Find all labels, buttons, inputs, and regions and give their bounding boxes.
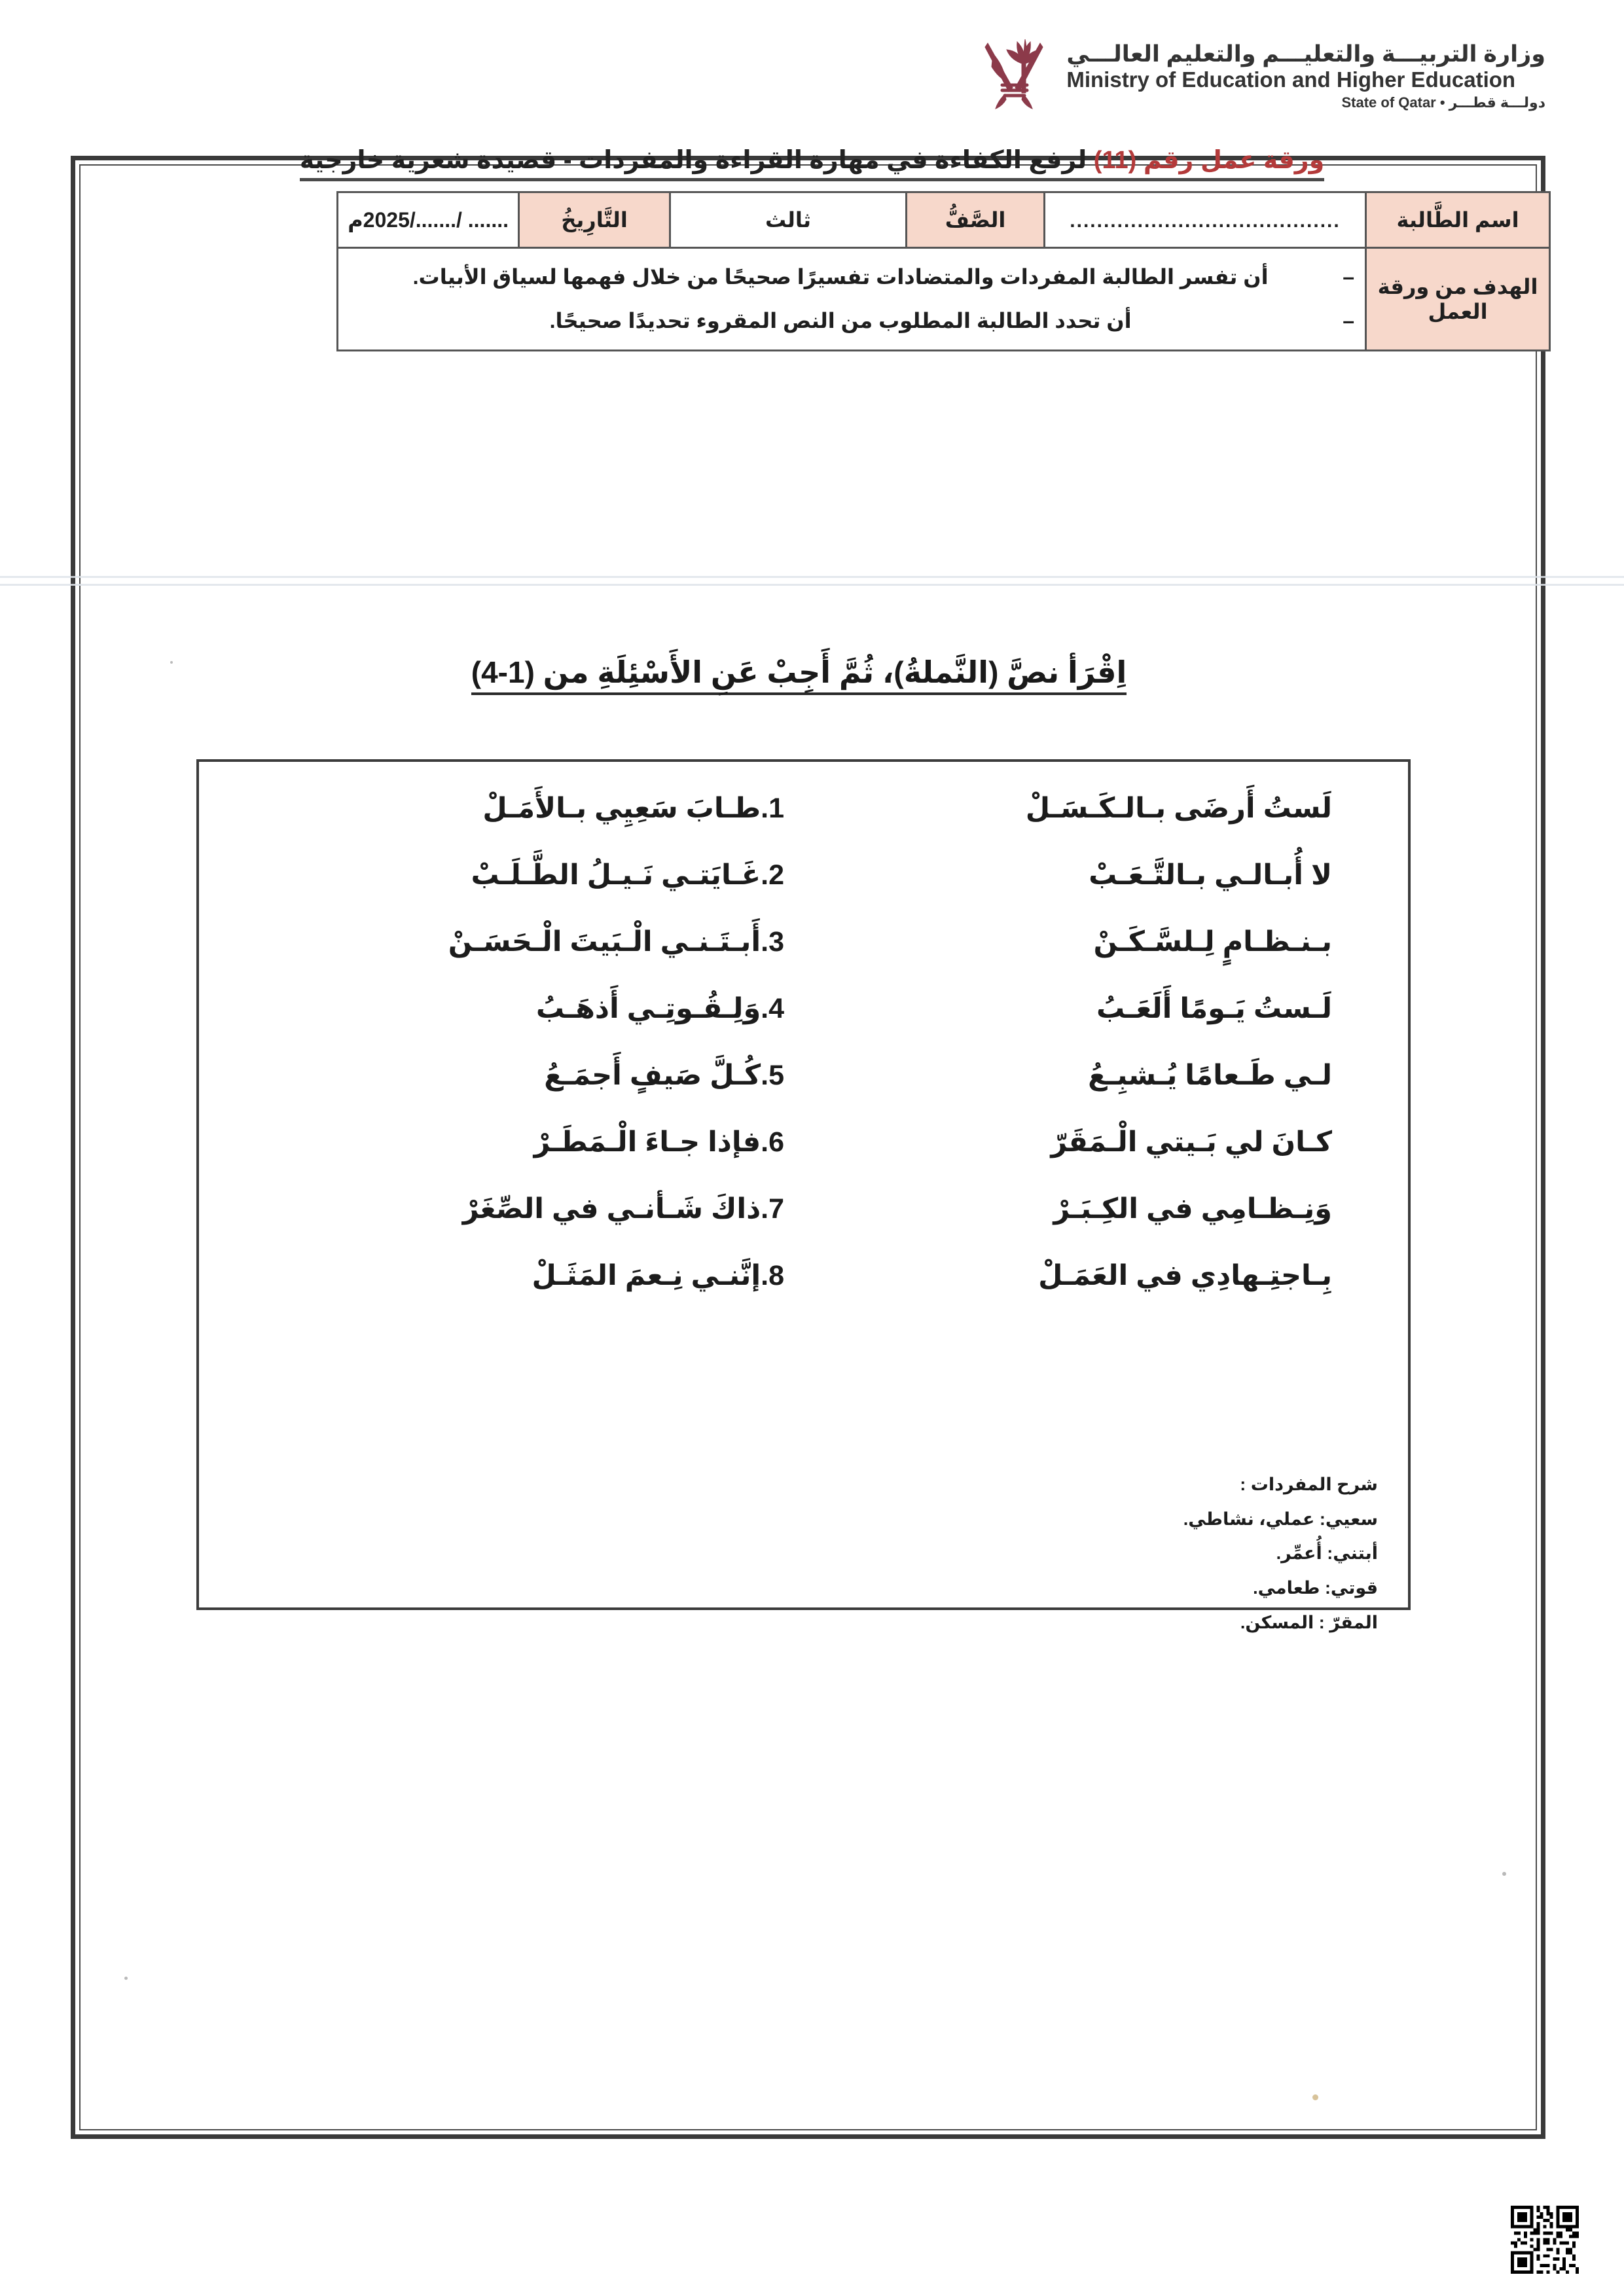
verse-first-hemistich	[238, 1259, 826, 1292]
verse-row	[238, 1059, 1369, 1126]
verse-second-hemistich: لـي طَـعامًا يُـشبِـعُ	[1088, 1060, 1332, 1091]
table-row	[338, 248, 1550, 351]
verse-row	[238, 792, 1369, 859]
date-label-cell: التَّارِيخُ	[519, 192, 670, 248]
page-title	[0, 145, 1624, 181]
glossary-entry: قوتي: طعامي.	[1253, 1577, 1378, 1598]
verse-first-hemistich	[238, 1059, 826, 1092]
glossary-heading: شرح المفردات :	[1240, 1475, 1378, 1494]
class-value-cell[interactable]: ثالث	[670, 192, 907, 248]
verse-second-hemistich: لَستُ أَرضَى بـالـكَـسَـلْ	[1025, 793, 1332, 824]
verse-row	[238, 859, 1369, 925]
qr-code[interactable]	[1511, 2206, 1579, 2274]
verse-second-hemistich: وَنِـظـامِي في الكِـبَـرْ	[1053, 1193, 1332, 1225]
vocabulary-glossary	[1183, 1467, 1378, 1640]
scan-seam-line	[0, 576, 1624, 578]
verse-first-hemistich	[238, 859, 826, 891]
state-of-qatar-label: دولـــة قطـــر • State of Qatar	[1341, 94, 1545, 111]
student-info-table	[336, 191, 1551, 351]
verse-row	[238, 1193, 1369, 1259]
verse-first-hemistich	[238, 925, 826, 958]
verse-row	[238, 1259, 1369, 1326]
verse-number: 6.	[761, 1126, 785, 1158]
verse-first-hemistich	[238, 792, 826, 825]
verse-second-hemistich: لا أُبـالـي بـالتَّـعَـبْ	[1089, 859, 1332, 891]
verse-row	[238, 992, 1369, 1059]
verse-text: طـابَ سَعِيِي بـالأَمَـلْ	[482, 793, 761, 824]
verse-number: 3.	[761, 926, 785, 958]
student-name-label-cell: اسم الطَّالبة	[1366, 192, 1550, 248]
verse-first-hemistich	[238, 992, 826, 1025]
scan-seam-line	[0, 584, 1624, 586]
qatar-state-emblem-icon	[979, 34, 1049, 118]
verse-text: غَـايَتـي نَـيـلُ الطَّـلَـبْ	[471, 859, 761, 891]
table-row	[338, 192, 1550, 248]
scan-speckle	[1312, 2094, 1318, 2100]
verse-number: 1.	[761, 793, 785, 824]
student-name-input[interactable]: ........................................	[1070, 209, 1341, 232]
verse-number: 5.	[761, 1060, 785, 1091]
verse-text: كُـلَّ صَيفٍ أَجمَـعُ	[544, 1060, 761, 1091]
objective-label-cell: الهدف من ورقة العمل	[1366, 248, 1550, 351]
poem-text-box	[196, 759, 1411, 1632]
glossary-entry: المقرّ : المسكن.	[1240, 1612, 1378, 1632]
worksheet-subject-label: لرفع الكفاءة في مهارة القراءة والمفردات - قصيدة شعرية خارجية	[299, 147, 1094, 174]
objectives-list	[348, 255, 1356, 343]
verse-second-hemistich: بِـاجتِـهادِي في العَمَـلْ	[1038, 1260, 1332, 1291]
verse-number: 2.	[761, 859, 785, 891]
student-name-value-cell[interactable]	[1045, 192, 1366, 248]
date-value-cell[interactable]: ....... /......./2025م	[338, 192, 519, 248]
verse-second-hemistich: لَـستُ يَـومًا أَلَعَـبُ	[1096, 993, 1332, 1024]
verse-number: 8.	[761, 1260, 785, 1291]
verse-number: 7.	[761, 1193, 785, 1225]
reading-instruction	[79, 655, 1519, 695]
verse-number: 4.	[761, 993, 785, 1024]
glossary-entry: أبتني: أُعمِّر.	[1276, 1543, 1378, 1564]
scan-speckle	[170, 661, 173, 664]
ministry-name-english: Ministry of Education and Higher Education	[1066, 67, 1516, 92]
verse-text: إنَّنـي نِـعمَ المَثَـلْ	[532, 1260, 761, 1291]
scan-speckle	[124, 1977, 128, 1980]
verse-text: وَلِـقُـوتِـي أَذهَـبُ	[535, 993, 761, 1024]
glossary-entry: سعيي: عملي، نشاطي.	[1183, 1509, 1378, 1529]
verse-text: فإذا جـاءَ الْـمَطَـرْ	[533, 1126, 761, 1158]
verse-row	[238, 925, 1369, 992]
ministry-header	[979, 34, 1545, 118]
ministry-name-arabic: وزارة التربيـــة والتعليـــم والتعليم العالـــي	[1066, 41, 1545, 67]
verse-text: أَبـتَـنـي الْـبَيتَ الْـحَسَـنْ	[448, 926, 761, 958]
verse-second-hemistich: كـانَ لي بَـيتي الْـمَقَرّ	[1051, 1126, 1332, 1158]
class-label-cell: الصَّفُّ	[907, 192, 1045, 248]
worksheet-number-label: ورقة عمل رقم (11)	[1093, 147, 1325, 174]
poem-verses-grid	[238, 792, 1369, 1326]
verse-text: ذاكَ شَـأنـي في الصِّغَرْ	[462, 1193, 761, 1225]
objective-item: – أن تفسر الطالبة المفردات والمتضادات تفسيرًا صحيحًا من خلال فهمها لسياق الأبيات.	[348, 255, 1356, 299]
scan-speckle	[1502, 1872, 1506, 1876]
verse-second-hemistich: بـنـظـامٍ لِـلسَّـكَـنْ	[1093, 926, 1332, 958]
ministry-text-block	[1066, 41, 1545, 111]
verse-first-hemistich	[238, 1193, 826, 1225]
instruction-text: اِقْرَأ نصَّ (النَّملةُ)، ثُمَّ أَجِبْ عَنِ الأَسْئِلَةِ من (1-4)	[471, 655, 1127, 695]
objectives-cell	[338, 248, 1366, 351]
objective-item: – أن تحدد الطالبة المطلوب من النص المقروء تحديدًا صحيحًا.	[348, 299, 1356, 343]
verse-first-hemistich	[238, 1126, 826, 1158]
verse-row	[238, 1126, 1369, 1193]
